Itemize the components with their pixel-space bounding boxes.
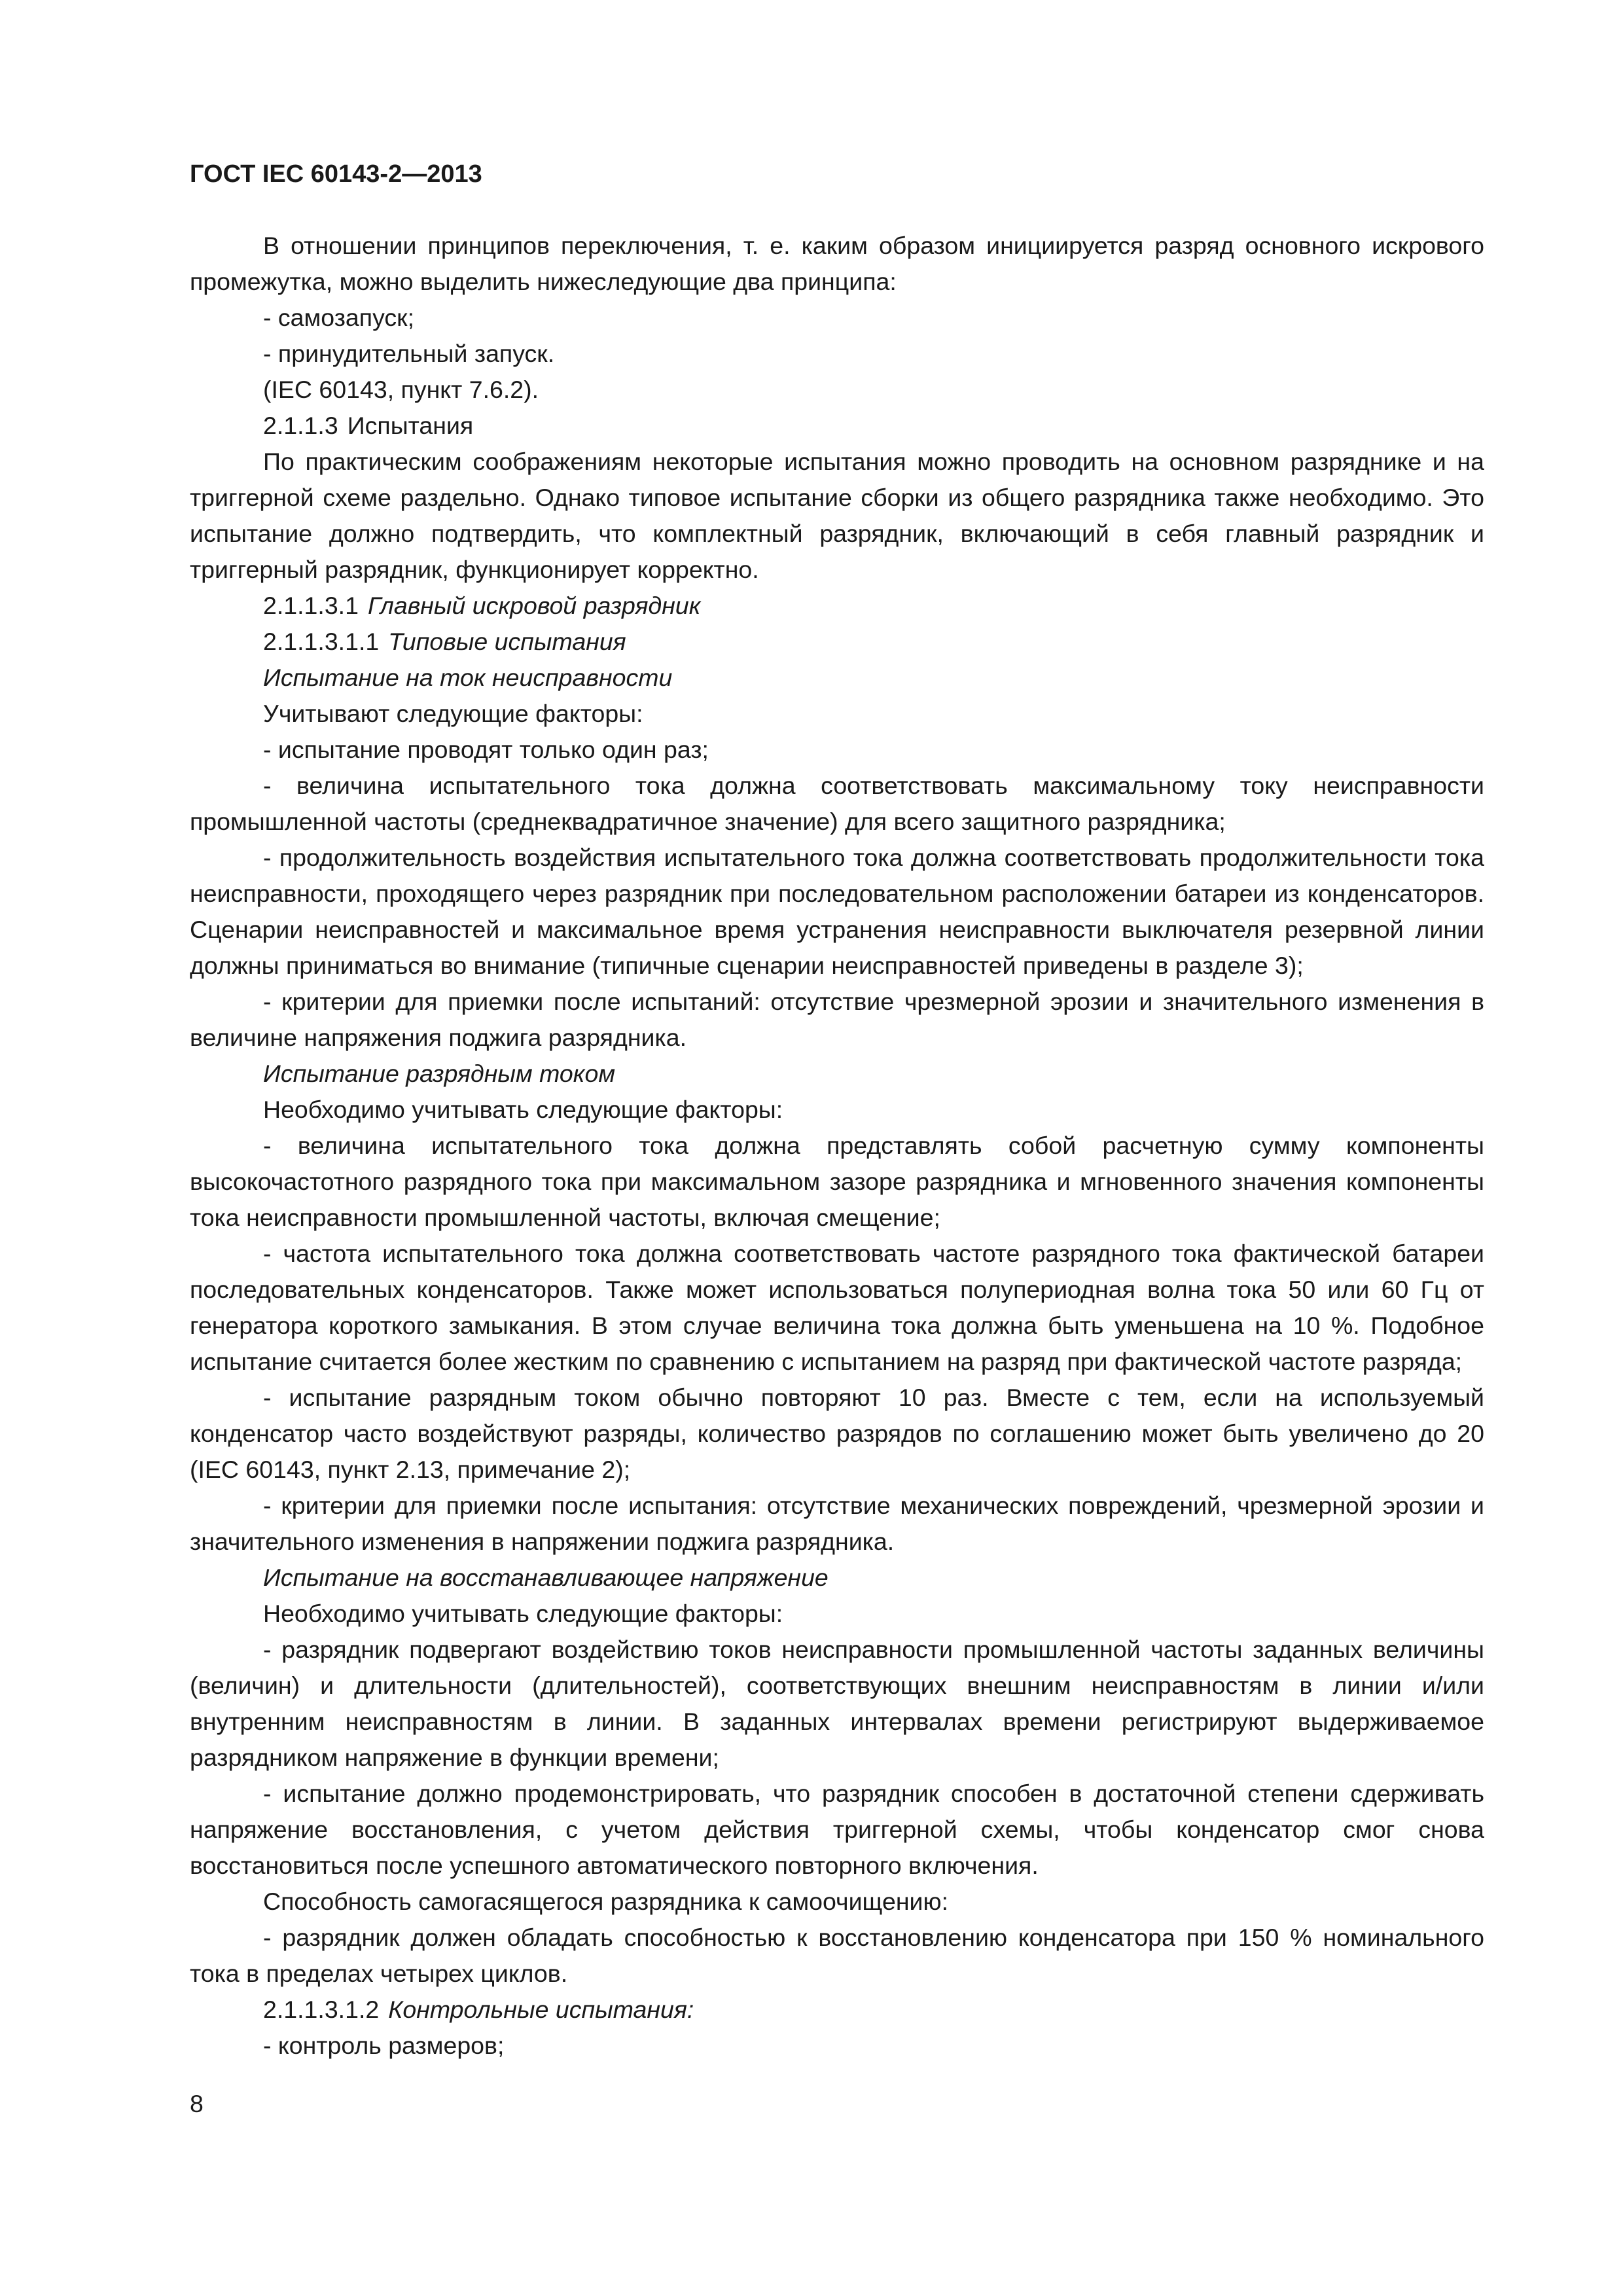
- section-heading: [190, 408, 1484, 444]
- section-heading: [190, 1992, 1484, 2028]
- paragraph: - разрядник подвергают воздействию токов неисправности промышленной частоты заданных величины (величин) и длительности (длительностей), соответствующих внешним неисправностям в линии и/или внутренним неисправностям в линии. В заданных интервалах времени регистрируют выдерживаемое разрядником напряжение в функции времени;: [190, 1636, 1484, 1771]
- section-number: 2.1.1.3.1.1: [263, 628, 380, 655]
- paragraph: - самозапуск;: [263, 304, 414, 331]
- paragraph: - продолжительность воздействия испытательного тока должна соответствовать продолжительности тока неисправности, проходящего через разрядник при последовательном расположении батареи из конденсаторов. Сценарии неисправностей и максимальное время устранения неисправности выключателя резервной линии должны приниматься во внимание (типичные сценарии неисправностей приведены в разделе 3);: [190, 844, 1484, 979]
- paragraph: - контроль размеров;: [263, 2032, 505, 2059]
- paragraph: (IEC 60143, пункт 7.6.2).: [263, 376, 539, 403]
- section-heading: [190, 624, 1484, 660]
- paragraph: - разрядник должен обладать способностью к восстановлению конденсатора при 150 % номинального тока в пределах четырех циклов.: [190, 1924, 1484, 1987]
- paragraph: - принудительный запуск.: [263, 340, 555, 367]
- paragraph: Учитывают следующие факторы:: [263, 700, 643, 727]
- paragraph: Необходимо учитывать следующие факторы:: [263, 1096, 783, 1123]
- subsection-title: Испытание на ток неисправности: [263, 664, 673, 691]
- document-header: ГОСТ IEC 60143-2—2013: [190, 160, 482, 188]
- subsection-title: Испытание разрядным током: [263, 1060, 616, 1087]
- section-number: 2.1.1.3.1: [263, 592, 359, 619]
- paragraph: В отношении принципов переключения, т. е. каким образом инициируется разряд основного искрового промежутка, можно выделить нижеследующие два принципа:: [190, 232, 1484, 295]
- subsection-title: Испытание на восстанавливающее напряжение: [263, 1564, 829, 1591]
- paragraph: Необходимо учитывать следующие факторы:: [263, 1600, 783, 1627]
- section-heading: [190, 588, 1484, 624]
- page-number: 8: [190, 2090, 204, 2117]
- paragraph: - испытание разрядным током обычно повторяют 10 раз. Вместе с тем, если на используемый конденсатор часто воздействуют разряды, количество разрядов по соглашению может быть увеличено до 20 (IEC 60143, пункт 2.13, примечание 2);: [190, 1384, 1484, 1483]
- section-number: 2.1.1.3: [263, 412, 338, 439]
- paragraph: По практическим соображениям некоторые испытания можно проводить на основном разряднике и на триггерной схеме раздельно. Однако типовое испытание сборки из общего разрядника также необходимо. Это испытание должно подтвердить, что комплектный разрядник, включающий в себя главный разрядник и триггерный разрядник, функционирует корректно.: [190, 448, 1484, 583]
- section-title: Типовые испытания: [388, 628, 626, 655]
- paragraph: - величина испытательного тока должна соответствовать максимальному току неисправности промышленной частоты (среднеквадратичное значение) для всего защитного разрядника;: [190, 772, 1484, 835]
- paragraph: - величина испытательного тока должна представлять собой расчетную сумму компоненты высокочастотного разрядного тока при максимальном зазоре разрядника и мгновенного значения компоненты тока неисправности промышленной частоты, включая смещение;: [190, 1132, 1484, 1231]
- paragraph: - критерии для приемки после испытания: отсутствие механических повреждений, чрезмерной эрозии и значительного изменения в напряжении поджига разрядника.: [190, 1492, 1484, 1555]
- section-title: Главный искровой разрядник: [367, 592, 701, 619]
- paragraph: Способность самогасящегося разрядника к самоочищению:: [263, 1888, 949, 1915]
- paragraph: - критерии для приемки после испытаний: отсутствие чрезмерной эрозии и значительного изменения в величине напряжения поджига разрядника.: [190, 988, 1484, 1051]
- section-title: Контрольные испытания:: [388, 1996, 694, 2023]
- document-body: [190, 228, 1484, 2064]
- section-number: 2.1.1.3.1.2: [263, 1996, 380, 2023]
- paragraph: - частота испытательного тока должна соответствовать частоте разрядного тока фактической батареи последовательных конденсаторов. Также может использоваться полупериодная волна тока 50 или 60 Гц от генератора короткого замыкания. В этом случае величина тока должна быть уменьшена на 10 %. Подобное испытание считается более жестким по сравнению с испытанием на разряд при фактической частоте разряда;: [190, 1240, 1484, 1375]
- paragraph: - испытание должно продемонстрировать, что разрядник способен в достаточной степени сдерживать напряжение восстановления, с учетом действия триггерной схемы, чтобы конденсатор смог снова восстановиться после успешного автоматического повторного включения.: [190, 1780, 1484, 1879]
- paragraph: - испытание проводят только один раз;: [263, 736, 709, 763]
- section-title: Испытания: [347, 412, 474, 439]
